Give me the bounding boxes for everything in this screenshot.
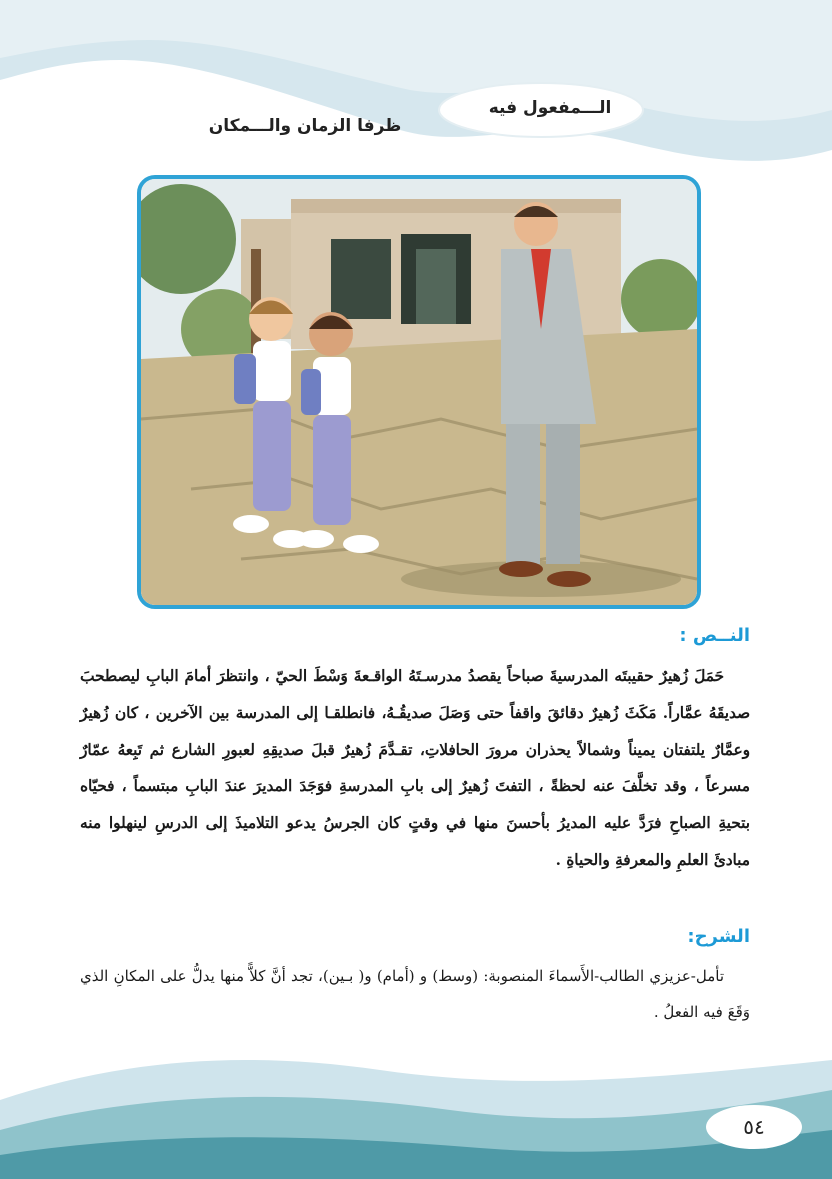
header-wave-background	[0, 0, 832, 200]
text-heading: النــص :	[679, 625, 750, 646]
explanation-paragraph: تأمل-عزيزي الطالب-الأَسماءَ المنصوبة: (وسط) و (أمام) و( بـين)، تجد أنَّ كلاًّ منها يدلُّ على المكانِ الذي وَقَعَ فيه الفعلُ .	[80, 967, 750, 1021]
explanation-text	[80, 958, 750, 1030]
explanation-heading: الشرح:	[687, 926, 750, 947]
story-text	[80, 658, 750, 879]
school-illustration	[137, 175, 701, 609]
lesson-subtitle: ظرفا الزمان والـــمكان	[208, 116, 402, 136]
lesson-title: الـــمفعول فيه	[488, 98, 612, 118]
page-number: ٥٤	[743, 1115, 765, 1139]
story-paragraph: حَمَلَ زُهيرٌ حقيبتَه المدرسيةَ صباحاً يقصدُ مدرسـتَهُ الواقـعةَ وَسْطَ الحيّ ، وانتظرَ أمامَ البابِ ليصطحبَ صديقَهُ عمَّاراً. مَكَثَ زُهيرٌ دقائقَ واقفاً حتى وَصَلَ صديقُـهُ، فانطلقـا إلى المدرسة بين الآخرين ، كان زُهيرٌ وعمَّارٌ يلتفتان يميناً وشمالاً يحذران مرورَ الحافلاتِ، تقـدَّمَ زُهيرٌ قبلَ صديقِهِ لعبورِ الشارع ثم تَبِعهُ عمّارٌ مسرعاً ، وقد تخلَّفَ عنه لحظةً ، التفتَ زُهيرٌ إلى بابِ المدرسةِ فوَجَدَ المديرَ عندَ البابِ مبتسماً ، فحيّاه بتحيةِ الصباحِ فرَدَّ عليه المديرُ بأحسنَ منها في وقتٍ كان الجرسُ يدعو التلاميذَ إلى الدرسِ لينهلوا منه مبادئَ العلمِ والمعرفةِ والحياةِ .	[80, 667, 750, 869]
